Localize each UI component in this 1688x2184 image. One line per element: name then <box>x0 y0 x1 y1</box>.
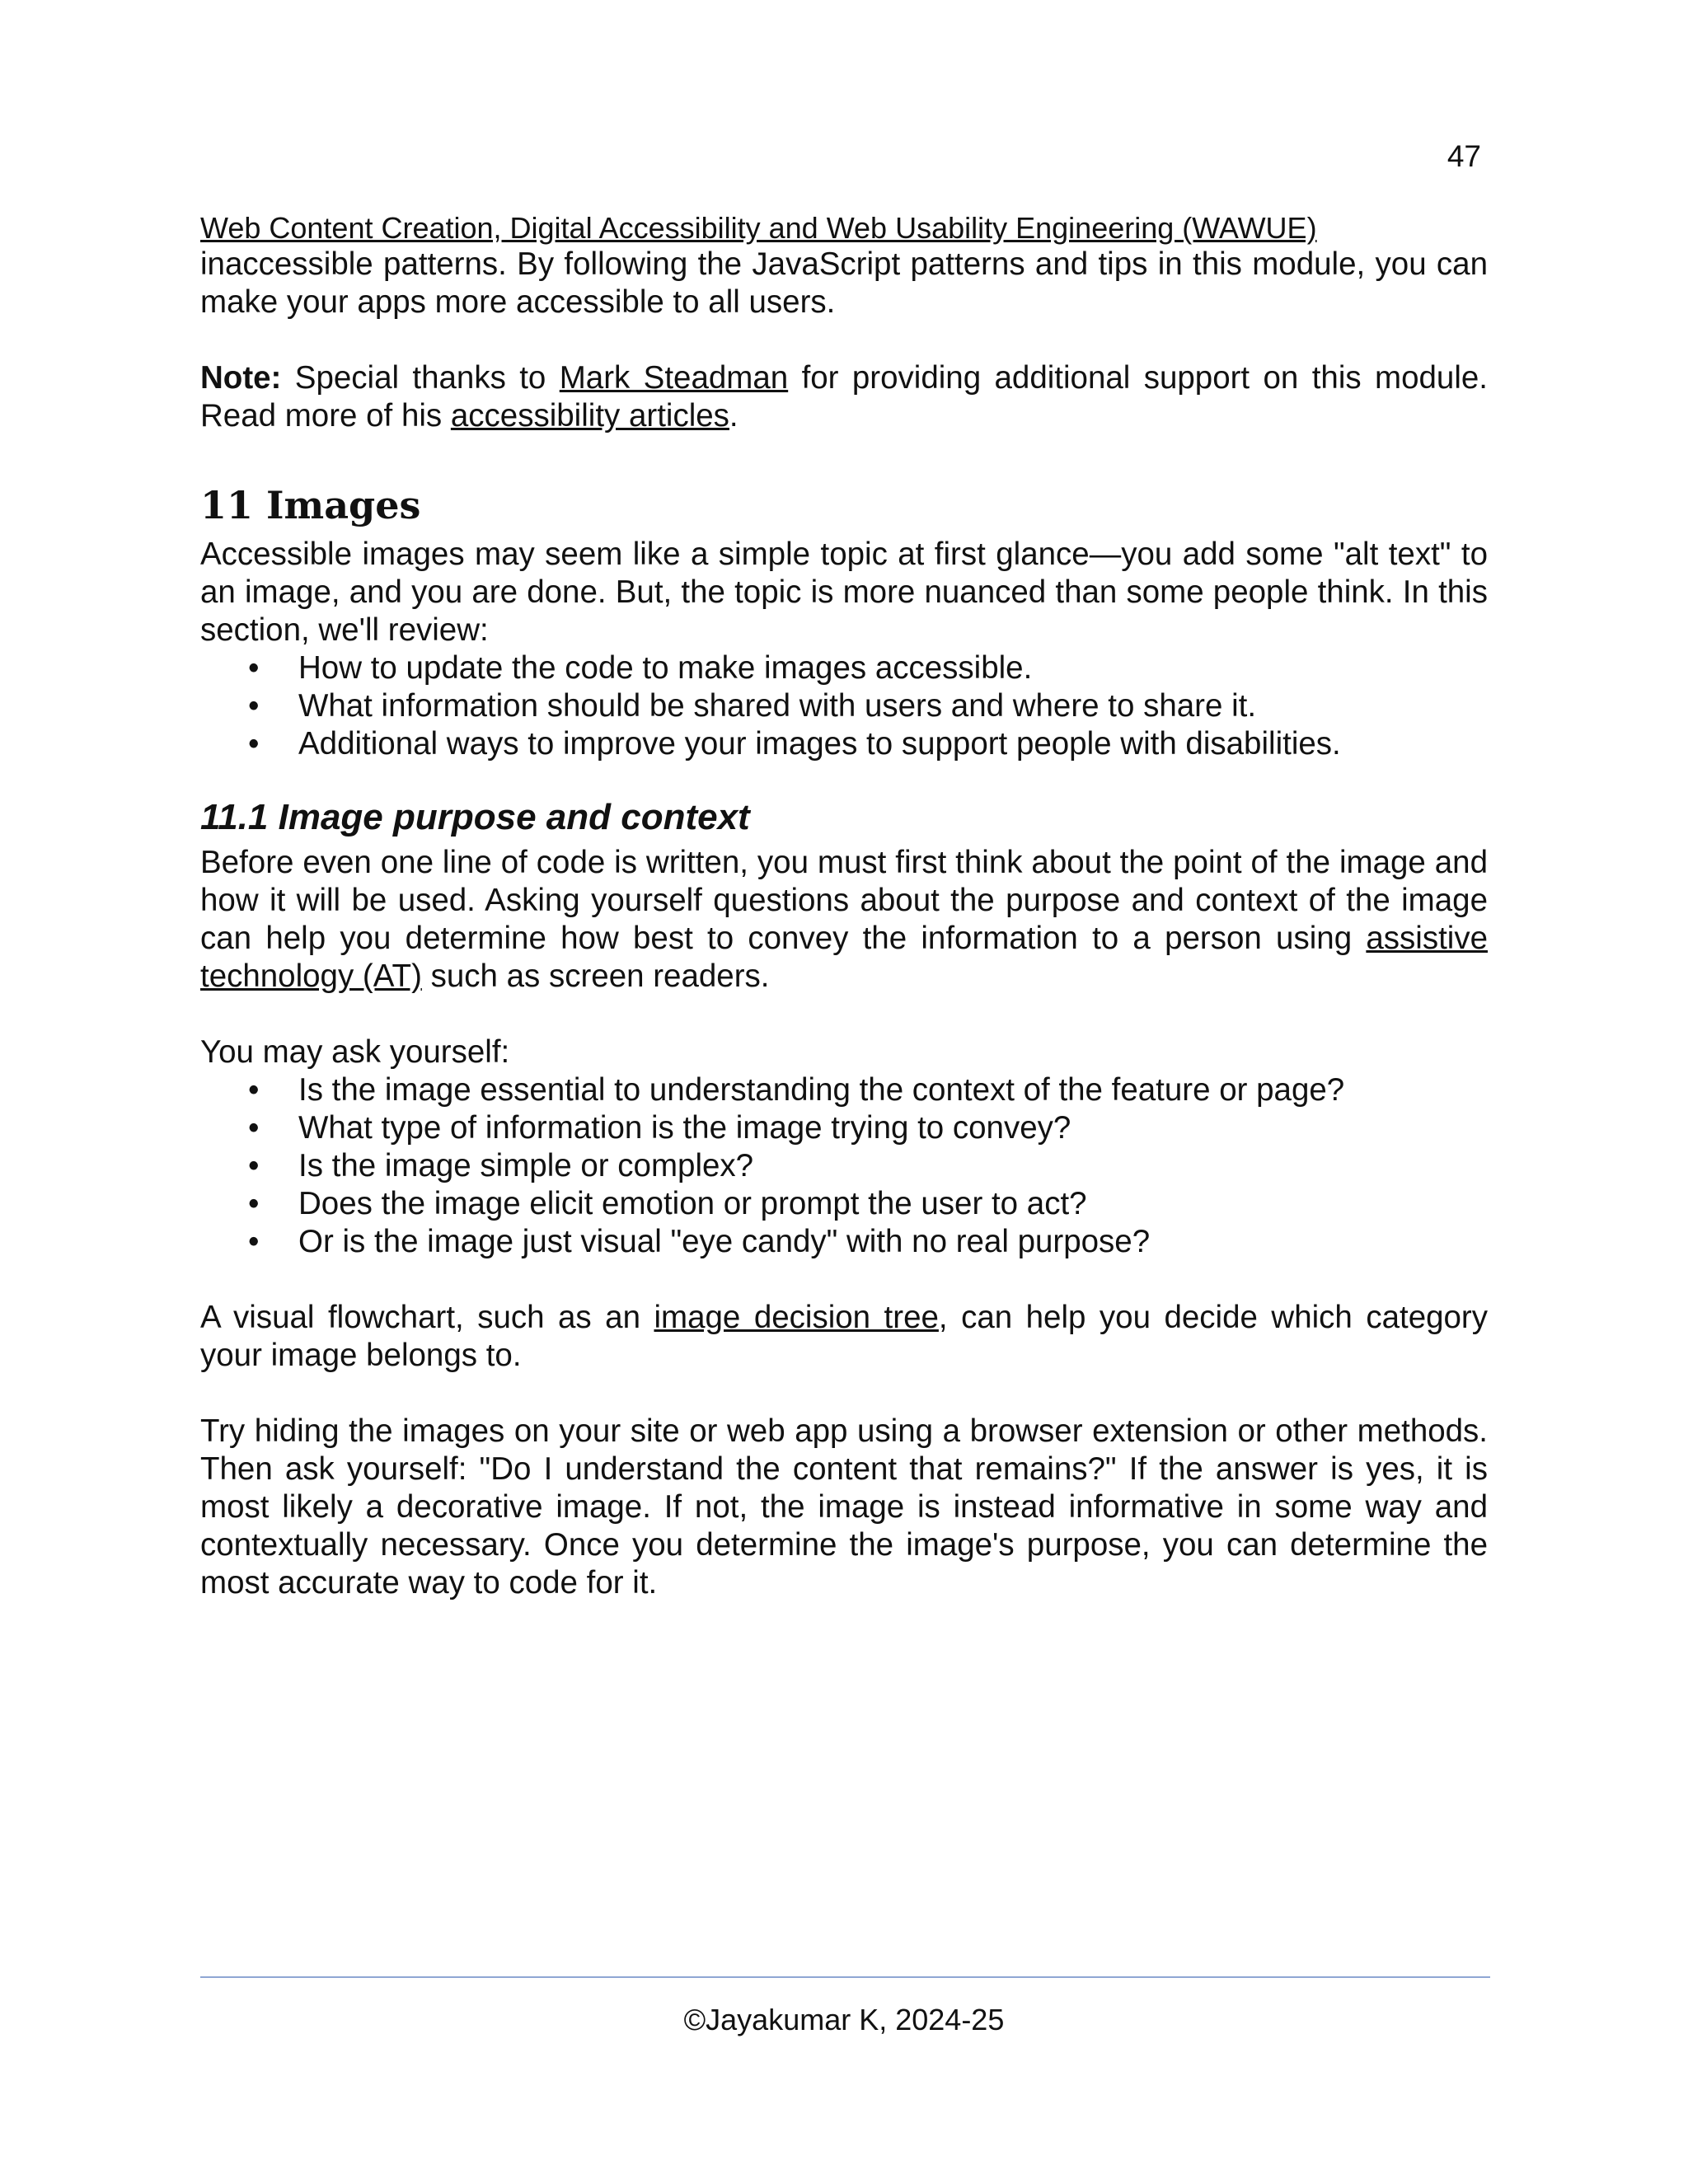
ask-intro: You may ask yourself: <box>200 1034 510 1070</box>
images-review-list <box>200 649 1488 763</box>
list-item: • Or is the image just visual "eye candy" with no real purpose? <box>248 1224 1151 1259</box>
section-heading-images: 11 Images <box>200 483 421 527</box>
intro-paragraph: inaccessible patterns. By following the JavaScript patterns and tips in this module, you can make your apps more accessible to all users. <box>200 246 1488 320</box>
footer-copyright: ©Jayakumar K, 2024-25 <box>683 2003 1005 2036</box>
accessibility-articles-link[interactable]: accessibility articles <box>450 398 729 434</box>
note-text-1: Special thanks to <box>281 360 560 396</box>
purpose-paragraph: Before even one line of code is written, you must first think about the point of the image and how it will be used. Asking yourself questions about the purpose and context of the image can help you determine how best to convey the information to a person using assistive technology (AT) such as screen readers. <box>200 845 1488 994</box>
page-content <box>200 211 1488 1602</box>
list-item: • Additional ways to improve your images to support people with disabilities. <box>248 726 1341 762</box>
list-item: • How to update the code to make images accessible. <box>248 650 1033 686</box>
list-item: • Does the image elicit emotion or prompt the user to act? <box>248 1186 1087 1221</box>
questions-list <box>200 1071 1488 1261</box>
final-paragraph: Try hiding the images on your site or web app using a browser extension or other methods. Then ask yourself: "Do I understand the content that remains?" If the answer is yes, it is most likely a decorative image. If not, the image is instead informative in some way and contextually necessary. Once you determine the image's purpose, you can determine the most accurate way to code for it. <box>200 1413 1488 1601</box>
bullet-icon: • <box>248 1072 260 1108</box>
section-heading-image-purpose: 11.1 Image purpose and context <box>200 797 750 837</box>
page-number: 47 <box>1447 139 1481 173</box>
bullet-icon: • <box>248 688 260 724</box>
images-intro-paragraph: Accessible images may seem like a simple topic at first glance—you add some "alt text" to an image, and you are done. But, the topic is more nuanced than some people think. In this section, we'll review: <box>200 537 1488 648</box>
note-text-2: for providing additional support on this module. Read more of his <box>200 360 1488 434</box>
footer-divider <box>200 1976 1490 1978</box>
note-paragraph <box>200 359 1488 435</box>
bullet-icon: • <box>248 1148 260 1183</box>
list-item: • Is the image essential to understanding the context of the feature or page? <box>248 1072 1345 1108</box>
bullet-icon: • <box>248 1186 260 1221</box>
mark-steadman-link[interactable]: Mark Steadman <box>559 360 789 396</box>
list-item: • What type of information is the image trying to convey? <box>248 1110 1071 1146</box>
note-text-3: . <box>729 398 738 434</box>
bullet-icon: • <box>248 1110 260 1146</box>
list-item: • What information should be shared with users and where to share it. <box>248 688 1257 724</box>
list-item: • Is the image simple or complex? <box>248 1148 754 1183</box>
bullet-icon: • <box>248 726 260 762</box>
bullet-icon: • <box>248 650 260 686</box>
note-label: Note: <box>200 360 282 396</box>
image-decision-tree-link[interactable]: image decision tree <box>654 1300 939 1335</box>
assistive-technology-link[interactable]: assistive technology (AT) <box>200 921 1488 994</box>
running-header-link[interactable]: Web Content Creation, Digital Accessibility and Web Usability Engineering (WAWUE) <box>200 211 1317 245</box>
flowchart-paragraph: A visual flowchart, such as an image decision tree, can help you decide which category your image belongs to. <box>200 1300 1488 1373</box>
bullet-icon: • <box>248 1224 260 1259</box>
